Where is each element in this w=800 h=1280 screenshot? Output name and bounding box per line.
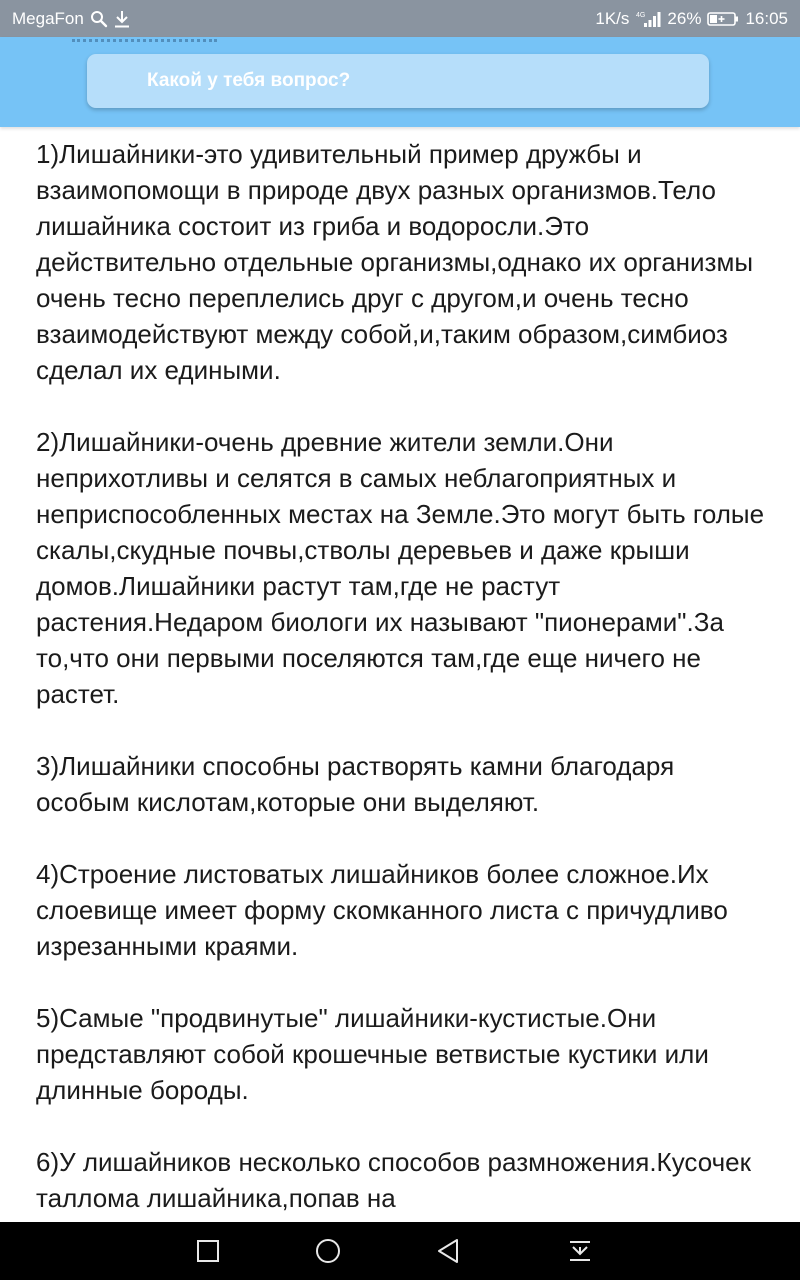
answer-paragraph-3: 3)Лишайники способны растворять камни благодаря особым кислотам,которые они выделяют. — [36, 751, 675, 817]
clock: 16:05 — [745, 8, 788, 28]
search-icon — [90, 10, 108, 28]
signal-icon — [635, 10, 661, 28]
status-left — [12, 9, 130, 29]
download-icon — [114, 10, 130, 28]
navigation-bar — [0, 1222, 800, 1280]
network-type-label: 4G — [636, 11, 646, 19]
header-faint-text — [72, 39, 217, 45]
recent-apps-icon[interactable] — [178, 1222, 238, 1280]
answer-paragraph-1: 1)Лишайники-это удивительный пример дружбы и взаимопомощи в природе двух разных организмов.Тело лишайника состоит из гриба и водоросли.Это действительно отдельные организмы,однако их организмы очень тесно переплелись друг с другом,и очень тесно взаимодействуют между собой,и,таким образом,симбиоз сделал их едиными. — [36, 139, 754, 385]
back-icon[interactable] — [418, 1222, 478, 1280]
answer-paragraph-6: 6)У лишайников несколько способов размножения.Кусочек таллома лишайника,попав на — [36, 1147, 751, 1213]
home-icon[interactable] — [298, 1222, 358, 1280]
notification-pull-icon[interactable] — [550, 1222, 610, 1280]
network-speed: 1K/s — [595, 8, 630, 28]
search-placeholder: Какой у тебя вопрос? — [147, 70, 351, 91]
answer-paragraph-5: 5)Самые "продвинутые" лишайники-кустистые.Они представляют собой крошечные ветвистые кустики или длинные бороды. — [36, 1003, 709, 1105]
answer-paragraph-4: 4)Строение листоватых лишайников более сложное.Их слоевище имеет форму скомканного листа с причудливо изрезанными краями. — [36, 859, 728, 961]
status-bar — [0, 0, 800, 37]
question-search-bar[interactable] — [87, 54, 709, 108]
carrier-name: MegaFon — [12, 8, 84, 28]
app-header — [0, 37, 800, 127]
battery-icon — [707, 11, 739, 27]
battery-percent: 26% — [667, 8, 702, 28]
answer-paragraph-2: 2)Лишайники-очень древние жители земли.Они неприхотливы и селятся в самых неблагоприятных и неприспособленных местах на Земле.Это могут быть голые скалы,скудные почвы,стволы деревьев и даже крыши домов.Лишайники растут там,где не растут растения.Недаром биологи их называют "пионерами".За то,что они первыми поселяются там,где еще ничего не растет. — [36, 427, 765, 709]
answer-content — [36, 136, 768, 1222]
status-right — [595, 9, 788, 29]
